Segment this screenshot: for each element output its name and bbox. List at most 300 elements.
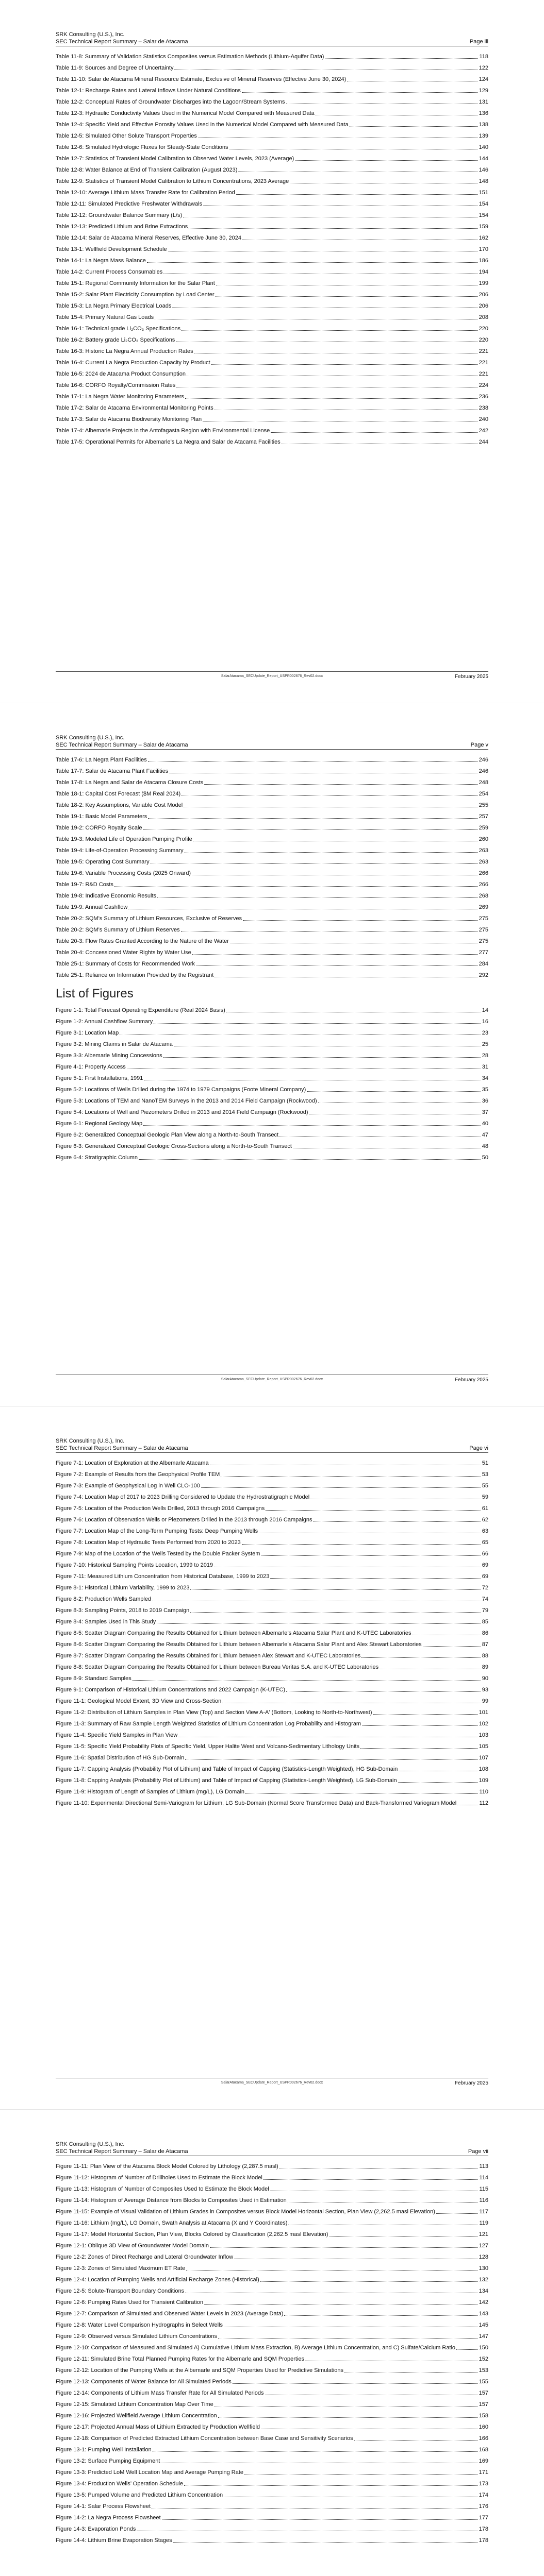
entry-page-number[interactable]: 221 [479, 348, 488, 354]
entry-title[interactable]: Figure 7-11: Measured Lithium Concentration from Historical Database, 1999 to 2023 [56, 1573, 270, 1580]
entry-page-number[interactable]: 86 [482, 1630, 488, 1636]
entry-title[interactable]: Figure 6-4: Stratigraphic Column [56, 1155, 138, 1161]
figure-entry[interactable] [56, 2514, 488, 2521]
entry-title[interactable]: Figure 13-1: Pumping Well Installation [56, 2447, 152, 2453]
entry-page-number[interactable]: 221 [479, 371, 488, 377]
entry-page-number[interactable]: 292 [479, 972, 488, 978]
entry-title[interactable]: Figure 14-1: Salar Process Flowsheet [56, 2503, 151, 2510]
table-entry[interactable] [56, 756, 488, 764]
entry-title[interactable]: Figure 11-1: Geological Model Extent, 3D View and Cross-Section [56, 1698, 222, 1704]
entry-page-number[interactable]: 105 [479, 1743, 488, 1750]
entry-title[interactable]: Figure 7-5: Location of the Production Wells Drilled, 2013 through 2016 Campaigns [56, 1505, 265, 1512]
entry-page-number[interactable]: 169 [479, 2458, 488, 2464]
entry-title[interactable]: Table 12-14: Salar de Atacama Mineral Reserves, Effective June 30, 2024 [56, 235, 241, 241]
figure-entry[interactable] [56, 2435, 488, 2442]
entry-title[interactable]: Figure 7-3: Example of Geophysical Log in Well CLO-100 [56, 1483, 200, 1489]
entry-title[interactable]: Figure 11-12: Histogram of Number of Drillholes Used to Estimate the Block Model [56, 2175, 262, 2181]
entry-title[interactable]: Figure 11-17: Model Horizontal Section, Plan View, Blocks Colored by Classification (2,262.5 masl Elevation) [56, 2231, 328, 2238]
figure-entry[interactable] [56, 2321, 488, 2329]
figure-entry[interactable] [56, 1641, 488, 1648]
table-entry[interactable] [56, 768, 488, 775]
entry-title[interactable]: Figure 7-2: Example of Results from the Geophysical Profile TEM [56, 1471, 220, 1478]
entry-page-number[interactable]: 220 [479, 337, 488, 343]
figure-entry[interactable] [56, 2197, 488, 2204]
entry-title[interactable]: Figure 8-7: Scatter Diagram Comparing the Results Obtained for Lithium between Alex Stewart and K-UTEC Laboratories [56, 1653, 361, 1659]
entry-page-number[interactable]: 62 [482, 1517, 488, 1523]
entry-title[interactable]: Table 15-4: Primary Natural Gas Loads [56, 314, 154, 320]
entry-page-number[interactable]: 127 [479, 2243, 488, 2249]
entry-page-number[interactable]: 129 [479, 88, 488, 94]
entry-title[interactable]: Figure 11-10: Experimental Directional Semi-Variogram for Lithium, LG Sub-Domain (Normal Score Transformed Data) and Back-Transformed Variogram Model [56, 1800, 457, 1806]
entry-title[interactable]: Table 16-4: Current La Negra Production Capacity by Product [56, 360, 210, 366]
entry-title[interactable]: Table 15-3: La Negra Primary Electrical Loads [56, 303, 172, 309]
entry-title[interactable]: Figure 12-9: Observed versus Simulated Lithium Concentrations [56, 2333, 218, 2340]
figure-entry[interactable] [56, 1732, 488, 1739]
entry-title[interactable]: Figure 1-1: Total Forecast Operating Expenditure (Real 2024 Basis) [56, 1007, 225, 1013]
figure-entry[interactable] [56, 2458, 488, 2465]
entry-page-number[interactable]: 268 [479, 893, 488, 899]
figure-entry[interactable] [56, 2185, 488, 2193]
figure-entry[interactable] [56, 1143, 488, 1150]
figure-entry[interactable] [56, 1800, 488, 1807]
table-entry[interactable] [56, 438, 488, 446]
table-entry[interactable] [56, 847, 488, 854]
figure-entry[interactable] [56, 1075, 488, 1082]
figure-entry[interactable] [56, 2389, 488, 2397]
table-entry[interactable] [56, 76, 488, 83]
entry-title[interactable]: Table 19-5: Operating Cost Summary [56, 859, 150, 865]
entry-page-number[interactable]: 150 [479, 2345, 488, 2351]
entry-page-number[interactable]: 132 [479, 2277, 488, 2283]
figure-entry[interactable] [56, 2219, 488, 2227]
entry-page-number[interactable]: 136 [479, 110, 488, 116]
entry-title[interactable]: Figure 12-14: Components of Lithium Mass Transfer Rate for All Simulated Periods [56, 2390, 264, 2396]
figure-entry[interactable] [56, 1675, 488, 1682]
figure-entry[interactable] [56, 1562, 488, 1569]
entry-page-number[interactable]: 118 [479, 54, 488, 60]
entry-title[interactable]: Figure 12-4: Location of Pumping Wells and Artificial Recharge Zones (Historical) [56, 2277, 259, 2283]
entry-page-number[interactable]: 124 [479, 76, 488, 82]
figure-entry[interactable] [56, 1528, 488, 1535]
entry-title[interactable]: Table 11-10: Salar de Atacama Mineral Resource Estimate, Exclusive of Mineral Reserves (Effective June 30, 2024) [56, 76, 347, 82]
figure-entry[interactable] [56, 1154, 488, 1161]
entry-title[interactable]: Table 16-3: Historic La Negra Annual Production Rates [56, 348, 193, 354]
entry-page-number[interactable]: 194 [479, 269, 488, 275]
entry-page-number[interactable]: 14 [482, 1007, 488, 1013]
entry-page-number[interactable]: 157 [479, 2401, 488, 2408]
table-entry[interactable] [56, 858, 488, 866]
entry-title[interactable]: Figure 14-2: La Negra Process Flowsheet [56, 2515, 161, 2521]
entry-page-number[interactable]: 139 [479, 133, 488, 139]
entry-page-number[interactable]: 117 [479, 2209, 488, 2215]
entry-page-number[interactable]: 53 [482, 1471, 488, 1478]
entry-title[interactable]: Figure 1-2: Annual Cashflow Summary [56, 1019, 153, 1025]
entry-page-number[interactable]: 148 [479, 178, 488, 184]
table-entry[interactable] [56, 98, 488, 106]
entry-page-number[interactable]: 134 [479, 2288, 488, 2294]
entry-page-number[interactable]: 85 [482, 1619, 488, 1625]
entry-title[interactable]: Table 17-5: Operational Permits for Albemarle’s La Negra and Salar de Atacama Facilities [56, 439, 281, 445]
entry-page-number[interactable]: 269 [479, 904, 488, 910]
entry-page-number[interactable]: 160 [479, 2424, 488, 2430]
table-entry[interactable] [56, 291, 488, 298]
entry-page-number[interactable]: 176 [479, 2503, 488, 2510]
entry-page-number[interactable]: 173 [479, 2481, 488, 2487]
entry-title[interactable]: Figure 13-3: Predicted LoM Well Location Map and Average Pumping Rate [56, 2469, 244, 2476]
entry-page-number[interactable]: 63 [482, 1528, 488, 1534]
figure-entry[interactable] [56, 2344, 488, 2351]
table-entry[interactable] [56, 892, 488, 900]
table-entry[interactable] [56, 870, 488, 877]
figure-entry[interactable] [56, 1788, 488, 1795]
entry-page-number[interactable]: 259 [479, 825, 488, 831]
table-entry[interactable] [56, 813, 488, 820]
entry-page-number[interactable]: 61 [482, 1505, 488, 1512]
entry-title[interactable]: Figure 11-3: Summary of Raw Sample Length Weighted Statistics of Lithium Concentration Log Probability and Histogram [56, 1721, 361, 1727]
entry-page-number[interactable]: 166 [479, 2435, 488, 2442]
entry-page-number[interactable]: 242 [479, 428, 488, 434]
entry-page-number[interactable]: 284 [479, 961, 488, 967]
entry-title[interactable]: Table 12-2: Conceptual Rates of Groundwater Discharges into the Lagoon/Stream Systems [56, 99, 285, 105]
table-entry[interactable] [56, 110, 488, 117]
entry-page-number[interactable]: 66 [482, 1551, 488, 1557]
table-entry[interactable] [56, 949, 488, 956]
entry-title[interactable]: Figure 8-3: Sampling Points, 2018 to 2019 Campaign [56, 1607, 190, 1614]
figure-entry[interactable] [56, 1630, 488, 1637]
entry-title[interactable]: Table 12-12: Groundwater Balance Summary (L/s) [56, 212, 183, 218]
entry-page-number[interactable]: 109 [479, 1777, 488, 1784]
entry-page-number[interactable]: 89 [482, 1664, 488, 1670]
entry-page-number[interactable]: 275 [479, 938, 488, 944]
figure-entry[interactable] [56, 1618, 488, 1625]
entry-page-number[interactable]: 168 [479, 2447, 488, 2453]
entry-title[interactable]: Figure 12-13: Components of Water Balance for All Simulated Periods [56, 2379, 232, 2385]
entry-title[interactable]: Table 20-2: SQM’s Summary of Lithium Reserves [56, 927, 180, 933]
entry-page-number[interactable]: 263 [479, 859, 488, 865]
entry-title[interactable]: Table 20-4: Concessioned Water Rights by Water Use [56, 950, 191, 956]
entry-page-number[interactable]: 122 [479, 65, 488, 71]
entry-title[interactable]: Figure 6-2: Generalized Conceptual Geologic Plan View along a North-to-South Transect [56, 1132, 279, 1138]
figure-entry[interactable] [56, 2526, 488, 2533]
entry-page-number[interactable]: 47 [482, 1132, 488, 1138]
entry-title[interactable]: Figure 11-16: Lithium (mg/L), LG Domain, Swath Analysis at Atacama (X and Y Coordinates) [56, 2220, 288, 2226]
entry-title[interactable]: Figure 11-15: Example of Visual Validation of Lithium Grades in Composites versus Block Model Horizontal Section, Plan View (2,262.5 masl Elevation) [56, 2209, 435, 2215]
entry-page-number[interactable]: 74 [482, 1596, 488, 1602]
entry-page-number[interactable]: 130 [479, 2265, 488, 2272]
entry-title[interactable]: Table 12-8: Water Balance at End of Transient Calibration (August 2023) [56, 167, 238, 173]
table-entry[interactable] [56, 824, 488, 832]
table-entry[interactable] [56, 370, 488, 378]
entry-page-number[interactable]: 246 [479, 768, 488, 774]
entry-page-number[interactable]: 31 [482, 1064, 488, 1070]
entry-title[interactable]: Figure 8-1: Historical Lithium Variability, 1999 to 2023 [56, 1585, 190, 1591]
table-entry[interactable] [56, 404, 488, 412]
figure-entry[interactable] [56, 2446, 488, 2453]
entry-page-number[interactable]: 50 [482, 1155, 488, 1161]
entry-title[interactable]: Figure 11-2: Distribution of Lithium Samples in Plan View (Top) and Section View A-A' (Bottom, Looking to North-to-Northwest) [56, 1709, 372, 1716]
figure-entry[interactable] [56, 2163, 488, 2170]
table-entry[interactable] [56, 302, 488, 310]
entry-page-number[interactable]: 244 [479, 439, 488, 445]
entry-page-number[interactable]: 119 [479, 2220, 488, 2226]
entry-title[interactable]: Table 15-2: Salar Plant Electricity Consumption by Load Center [56, 292, 215, 298]
entry-page-number[interactable]: 277 [479, 950, 488, 956]
entry-title[interactable]: Figure 12-15: Simulated Lithium Concentration Map Over Time [56, 2401, 213, 2408]
entry-page-number[interactable]: 151 [479, 190, 488, 196]
entry-title[interactable]: Figure 13-2: Surface Pumping Equipment [56, 2458, 160, 2464]
entry-title[interactable]: Table 17-6: La Negra Plant Facilities [56, 757, 147, 763]
entry-title[interactable]: Figure 12-7: Comparison of Simulated and Observed Water Levels in 2023 (Average Data) [56, 2311, 284, 2317]
entry-page-number[interactable]: 142 [479, 2299, 488, 2306]
table-entry[interactable] [56, 200, 488, 208]
entry-title[interactable]: Table 19-6: Variable Processing Costs (2025 Onward) [56, 870, 191, 876]
entry-title[interactable]: Figure 3-3: Albemarle Mining Concessions [56, 1053, 162, 1059]
figure-entry[interactable] [56, 2253, 488, 2261]
figure-entry[interactable] [56, 1029, 488, 1037]
table-entry[interactable] [56, 144, 488, 151]
table-entry[interactable] [56, 359, 488, 366]
entry-page-number[interactable]: 112 [479, 1800, 488, 1806]
table-entry[interactable] [56, 257, 488, 264]
table-entry[interactable] [56, 904, 488, 911]
entry-page-number[interactable]: 40 [482, 1121, 488, 1127]
figure-entry[interactable] [56, 1018, 488, 1025]
entry-title[interactable]: Figure 8-8: Scatter Diagram Comparing the Results Obtained for Lithium between Bureau Veritas S.A. and K-UTEC Laboratories [56, 1664, 379, 1670]
entry-page-number[interactable]: 51 [482, 1460, 488, 1466]
entry-title[interactable]: Table 16-5: 2024 de Atacama Product Consumption [56, 371, 186, 377]
entry-page-number[interactable]: 90 [482, 1675, 488, 1682]
table-entry[interactable] [56, 325, 488, 332]
entry-title[interactable]: Table 17-1: La Negra Water Monitoring Parameters [56, 394, 185, 400]
entry-title[interactable]: Table 12-10: Average Lithium Mass Transfer Rate for Calibration Period [56, 190, 235, 196]
entry-title[interactable]: Table 16-2: Battery grade Li₂CO₃ Specifications [56, 337, 175, 343]
table-entry[interactable] [56, 178, 488, 185]
figure-entry[interactable] [56, 2401, 488, 2408]
figure-entry[interactable] [56, 1664, 488, 1671]
figure-entry[interactable] [56, 2355, 488, 2363]
entry-page-number[interactable]: 140 [479, 144, 488, 150]
entry-page-number[interactable]: 128 [479, 2254, 488, 2260]
entry-title[interactable]: Figure 12-1: Oblique 3D View of Groundwater Model Domain [56, 2243, 209, 2249]
entry-page-number[interactable]: 206 [479, 292, 488, 298]
entry-page-number[interactable]: 154 [479, 201, 488, 207]
table-entry[interactable] [56, 960, 488, 968]
entry-page-number[interactable]: 257 [479, 814, 488, 820]
entry-title[interactable]: Figure 11-9: Histogram of Length of Samples of Lithium (mg/L), LG Domain [56, 1789, 245, 1795]
entry-page-number[interactable]: 114 [479, 2175, 488, 2181]
figure-entry[interactable] [56, 2492, 488, 2499]
entry-title[interactable]: Figure 12-12: Location of the Pumping Wells at the Albemarle and SQM Properties Used for Predictive Simulations [56, 2367, 344, 2374]
entry-title[interactable]: Figure 13-4: Production Wells’ Operation Schedule [56, 2481, 184, 2487]
entry-page-number[interactable]: 275 [479, 927, 488, 933]
entry-title[interactable]: Table 12-1: Recharge Rates and Lateral Inflows Under Natural Conditions [56, 88, 241, 94]
figure-entry[interactable] [56, 2480, 488, 2487]
entry-title[interactable]: Figure 11-7: Capping Analysis (Probability Plot of Lithium) and Table of Impact of Capping (Statistics-Length Weighted), HG Sub-Domain [56, 1766, 398, 1772]
entry-title[interactable]: Table 12-11: Simulated Predictive Freshwater Withdrawals [56, 201, 203, 207]
figure-entry[interactable] [56, 2287, 488, 2295]
entry-title[interactable]: Figure 12-3: Zones of Simulated Maximum ET Rate [56, 2265, 186, 2272]
figure-entry[interactable] [56, 1766, 488, 1773]
entry-page-number[interactable]: 110 [479, 1789, 488, 1795]
entry-title[interactable]: Figure 7-9: Map of the Location of the Wells Tested by the Double Packer System [56, 1551, 260, 1557]
figure-entry[interactable] [56, 2208, 488, 2215]
table-entry[interactable] [56, 121, 488, 128]
entry-title[interactable]: Table 12-9: Statistics of Transient Model Calibration to Lithium Concentrations, 2023 Average [56, 178, 289, 184]
entry-page-number[interactable]: 35 [482, 1087, 488, 1093]
entry-title[interactable]: Figure 11-5: Specific Yield Probability Plots of Specific Yield, Upper Halite West and Volcano-Sedimentary Lithology Units [56, 1743, 360, 1750]
entry-title[interactable]: Table 25-1: Reliance on Information Provided by the Registrant [56, 972, 214, 978]
entry-page-number[interactable]: 146 [479, 167, 488, 173]
table-entry[interactable] [56, 280, 488, 287]
table-entry[interactable] [56, 802, 488, 809]
entry-page-number[interactable]: 170 [479, 246, 488, 252]
entry-title[interactable]: Figure 9-1: Comparison of Historical Lithium Concentrations and 2022 Campaign (K-UTEC) [56, 1687, 286, 1693]
entry-title[interactable]: Figure 5-4: Locations of Well and Piezometers Drilled in 2013 and 2014 Field Campaign (Rockwood) [56, 1109, 308, 1115]
entry-page-number[interactable]: 131 [479, 99, 488, 105]
entry-title[interactable]: Figure 11-4: Specific Yield Samples in Plan View [56, 1732, 178, 1738]
entry-title[interactable]: Table 13-1: Wellfield Development Schedule [56, 246, 167, 252]
table-entry[interactable] [56, 938, 488, 945]
entry-page-number[interactable]: 16 [482, 1019, 488, 1025]
figure-entry[interactable] [56, 2412, 488, 2419]
entry-title[interactable]: Figure 14-3: Evaporation Ponds [56, 2526, 136, 2532]
figure-entry[interactable] [56, 1652, 488, 1659]
entry-page-number[interactable]: 28 [482, 1053, 488, 1059]
entry-title[interactable]: Figure 12-8: Water Level Comparison Hydrographs in Select Wells [56, 2322, 223, 2328]
entry-page-number[interactable]: 145 [479, 2322, 488, 2328]
entry-page-number[interactable]: 263 [479, 848, 488, 854]
entry-page-number[interactable]: 177 [479, 2515, 488, 2521]
entry-title[interactable]: Table 12-3: Hydraulic Conductivity Values Used in the Numerical Model Compared with Measured Data [56, 110, 315, 116]
table-entry[interactable] [56, 234, 488, 242]
entry-page-number[interactable]: 65 [482, 1539, 488, 1546]
figure-entry[interactable] [56, 1596, 488, 1603]
entry-page-number[interactable]: 113 [479, 2163, 488, 2170]
entry-title[interactable]: Figure 11-14: Histogram of Average Distance from Blocks to Composites Used in Estimation [56, 2197, 287, 2204]
entry-title[interactable]: Figure 7-1: Location of Exploration at the Albemarle Atacama [56, 1460, 209, 1466]
entry-page-number[interactable]: 157 [479, 2390, 488, 2396]
entry-title[interactable]: Figure 13-5: Pumped Volume and Predicted Lithium Concentration [56, 2492, 223, 2498]
entry-page-number[interactable]: 248 [479, 779, 488, 786]
entry-title[interactable]: Table 19-7: R&D Costs [56, 882, 113, 888]
table-entry[interactable] [56, 246, 488, 253]
entry-title[interactable]: Table 25-1: Summary of Costs for Recommended Work [56, 961, 195, 967]
figure-entry[interactable] [56, 1777, 488, 1784]
entry-title[interactable]: Table 17-8: La Negra and Salar de Atacama Closure Costs [56, 779, 204, 786]
entry-title[interactable]: Table 15-1: Regional Community Information for the Salar Plant [56, 280, 215, 286]
entry-title[interactable]: Figure 7-10: Historical Sampling Points Location, 1999 to 2019 [56, 1562, 213, 1568]
entry-title[interactable]: Table 12-13: Predicted Lithium and Brine Extractions [56, 224, 188, 230]
figure-entry[interactable] [56, 1494, 488, 1501]
figure-entry[interactable] [56, 2299, 488, 2306]
entry-title[interactable]: Table 19-1: Basic Model Parameters [56, 814, 147, 820]
entry-title[interactable]: Figure 11-6: Spatial Distribution of HG Sub-Domain [56, 1755, 185, 1761]
entry-page-number[interactable]: 99 [482, 1698, 488, 1704]
entry-title[interactable]: Table 12-6: Simulated Hydrologic Fluxes for Steady-State Conditions [56, 144, 228, 150]
entry-page-number[interactable]: 79 [482, 1607, 488, 1614]
table-entry[interactable] [56, 427, 488, 434]
table-entry[interactable] [56, 166, 488, 174]
table-entry[interactable] [56, 223, 488, 230]
entry-title[interactable]: Figure 5-3: Locations of TEM and NanoTEM Surveys in the 2013 and 2014 Field Campaign (Rockwood) [56, 1098, 317, 1104]
entry-title[interactable]: Figure 5-1: First Installations, 1991 [56, 1075, 143, 1081]
entry-page-number[interactable]: 178 [479, 2526, 488, 2532]
entry-page-number[interactable]: 37 [482, 1109, 488, 1115]
figure-entry[interactable] [56, 1120, 488, 1127]
entry-page-number[interactable]: 260 [479, 836, 488, 842]
table-entry[interactable] [56, 790, 488, 798]
entry-page-number[interactable]: 159 [479, 224, 488, 230]
figure-entry[interactable] [56, 2537, 488, 2544]
entry-page-number[interactable]: 238 [479, 405, 488, 411]
entry-page-number[interactable]: 275 [479, 916, 488, 922]
entry-page-number[interactable]: 254 [479, 791, 488, 797]
entry-title[interactable]: Figure 7-4: Location Map of 2017 to 2023 Drilling Considered to Update the Hydrostratigraphic Model [56, 1494, 310, 1500]
entry-page-number[interactable]: 178 [479, 2537, 488, 2544]
entry-page-number[interactable]: 153 [479, 2367, 488, 2374]
entry-title[interactable]: Table 19-9: Annual Cashflow [56, 904, 128, 910]
entry-title[interactable]: Figure 7-6: Location of Observation Wells or Piezometers Drilled in the 2013 through 2016 Campaigns [56, 1517, 312, 1523]
entry-title[interactable]: Figure 3-2: Mining Claims in Salar de Atacama [56, 1041, 173, 1047]
entry-title[interactable]: Figure 5-2: Locations of Wells Drilled during the 1974 to 1979 Campaigns (Foote Mineral Company) [56, 1087, 306, 1093]
entry-page-number[interactable]: 266 [479, 870, 488, 876]
entry-title[interactable]: Figure 12-16: Projected Wellfield Average Lithium Concentration [56, 2413, 217, 2419]
figure-entry[interactable] [56, 1052, 488, 1059]
figure-entry[interactable] [56, 1109, 488, 1116]
entry-page-number[interactable]: 55 [482, 1483, 488, 1489]
entry-title[interactable]: Table 14-1: La Negra Mass Balance [56, 258, 146, 264]
figure-entry[interactable] [56, 1086, 488, 1093]
entry-title[interactable]: Figure 8-4: Samples Used in This Study [56, 1619, 156, 1625]
figure-entry[interactable] [56, 2174, 488, 2181]
table-entry[interactable] [56, 779, 488, 786]
entry-page-number[interactable]: 88 [482, 1653, 488, 1659]
entry-title[interactable]: Figure 4-1: Property Access [56, 1064, 126, 1070]
table-entry[interactable] [56, 915, 488, 922]
figure-entry[interactable] [56, 1063, 488, 1071]
entry-page-number[interactable]: 266 [479, 882, 488, 888]
table-entry[interactable] [56, 132, 488, 140]
figure-entry[interactable] [56, 1471, 488, 1478]
entry-page-number[interactable]: 206 [479, 303, 488, 309]
entry-page-number[interactable]: 87 [482, 1641, 488, 1648]
entry-page-number[interactable]: 115 [479, 2186, 488, 2192]
entry-title[interactable]: Figure 11-8: Capping Analysis (Probability Plot of Lithium) and Table of Impact of Capping (Statistics-Length Weighted), LG Sub-Domain [56, 1777, 397, 1784]
entry-title[interactable]: Figure 7-7: Location Map of the Long-Term Pumping Tests: Deep Pumping Wells [56, 1528, 258, 1534]
entry-title[interactable]: Figure 8-6: Scatter Diagram Comparing the Results Obtained for Lithium between Albemarle’s Atacama Salar Plant and Alex Stewart Laboratories [56, 1641, 422, 1648]
entry-title[interactable]: Figure 6-1: Regional Geology Map [56, 1121, 143, 1127]
entry-title[interactable]: Figure 11-11: Plan View of the Atacama Block Model Colored by Lithology (2,287.5 masl) [56, 2163, 278, 2170]
entry-title[interactable]: Table 19-3: Modeled Life of Operation Pumping Profile [56, 836, 192, 842]
entry-page-number[interactable]: 255 [479, 802, 488, 808]
entry-title[interactable]: Table 20-3: Flow Rates Granted According to the Nature of the Water [56, 938, 229, 944]
figure-entry[interactable] [56, 2378, 488, 2385]
figure-entry[interactable] [56, 2333, 488, 2340]
entry-title[interactable]: Figure 8-9: Standard Samples [56, 1675, 131, 1682]
entry-page-number[interactable]: 246 [479, 757, 488, 763]
entry-page-number[interactable]: 174 [479, 2492, 488, 2498]
table-entry[interactable] [56, 393, 488, 400]
entry-title[interactable]: Table 11-9: Sources and Degree of Uncertainty [56, 65, 174, 71]
table-entry[interactable] [56, 348, 488, 355]
figure-entry[interactable] [56, 1007, 488, 1014]
entry-title[interactable]: Table 20-2: SQM’s Summary of Lithium Resources, Exclusive of Reserves [56, 916, 242, 922]
entry-page-number[interactable]: 34 [482, 1075, 488, 1081]
figure-entry[interactable] [56, 1482, 488, 1489]
entry-page-number[interactable]: 69 [482, 1573, 488, 1580]
figure-entry[interactable] [56, 2367, 488, 2374]
entry-page-number[interactable]: 154 [479, 212, 488, 218]
